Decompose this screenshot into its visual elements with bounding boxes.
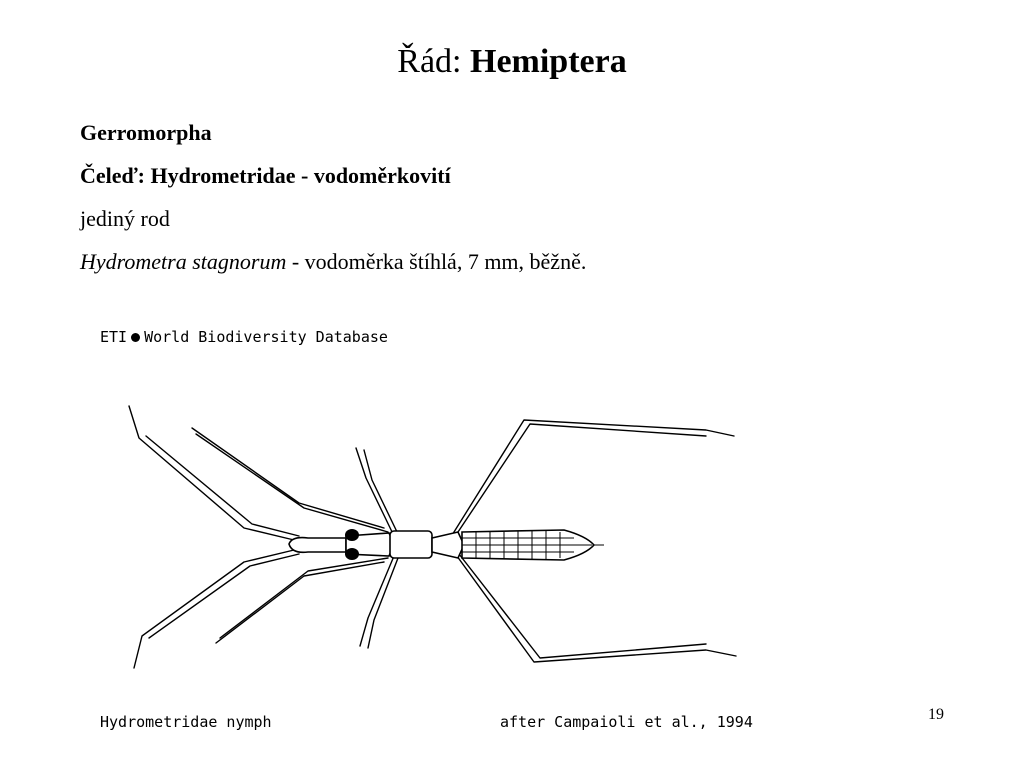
leg-front-upper — [129, 406, 294, 540]
eye-upper — [345, 529, 359, 541]
figure-caption-subject: Hydrometridae nymph — [100, 713, 272, 731]
suborder-line: Gerromorpha — [80, 120, 212, 145]
leg-mid-upper-inner — [196, 434, 388, 532]
water-measurer-drawing — [94, 318, 754, 708]
leg-front-lower-inner — [149, 554, 299, 638]
source-database-name: World Biodiversity Database — [144, 328, 388, 346]
leg-front-lower — [134, 550, 294, 668]
source-acronym: ETI — [100, 328, 128, 346]
leg-rear-upper — [449, 420, 734, 540]
species-line — [80, 247, 940, 277]
leg-rear-upper-b — [454, 424, 706, 538]
slide-body — [80, 118, 940, 290]
thorax-plate — [390, 531, 432, 558]
leg-front-upper-inner — [146, 436, 299, 536]
species-latin-name: Hydrometra stagnorum — [80, 249, 287, 274]
eye-lower — [345, 548, 359, 560]
leg-hind-upper-left-b — [364, 450, 398, 534]
genus-note-line: jediný rod — [80, 206, 170, 231]
leg-hind-upper-left — [356, 448, 394, 536]
leg-hind-lower-left-b — [368, 558, 398, 648]
leg-rear-lower-b — [459, 554, 706, 658]
page-number: 19 — [928, 706, 944, 723]
leg-mid-lower — [216, 562, 384, 643]
thorax-joint — [432, 532, 464, 558]
leg-mid-upper — [192, 428, 384, 528]
title-prefix: Řád: — [397, 43, 470, 80]
title-order-name: Hemiptera — [470, 43, 627, 80]
species-description: - vodoměrka štíhlá, 7 mm, běžně. — [286, 249, 587, 274]
leg-hind-lower-left — [360, 556, 394, 646]
head-stalk — [289, 538, 346, 553]
figure-caption-citation: after Campaioli et al., 1994 — [500, 713, 753, 731]
family-line: Čeleď: Hydrometridae - vodoměrkovití — [80, 163, 451, 188]
slide-title — [0, 40, 1024, 84]
insect-figure — [94, 318, 754, 738]
